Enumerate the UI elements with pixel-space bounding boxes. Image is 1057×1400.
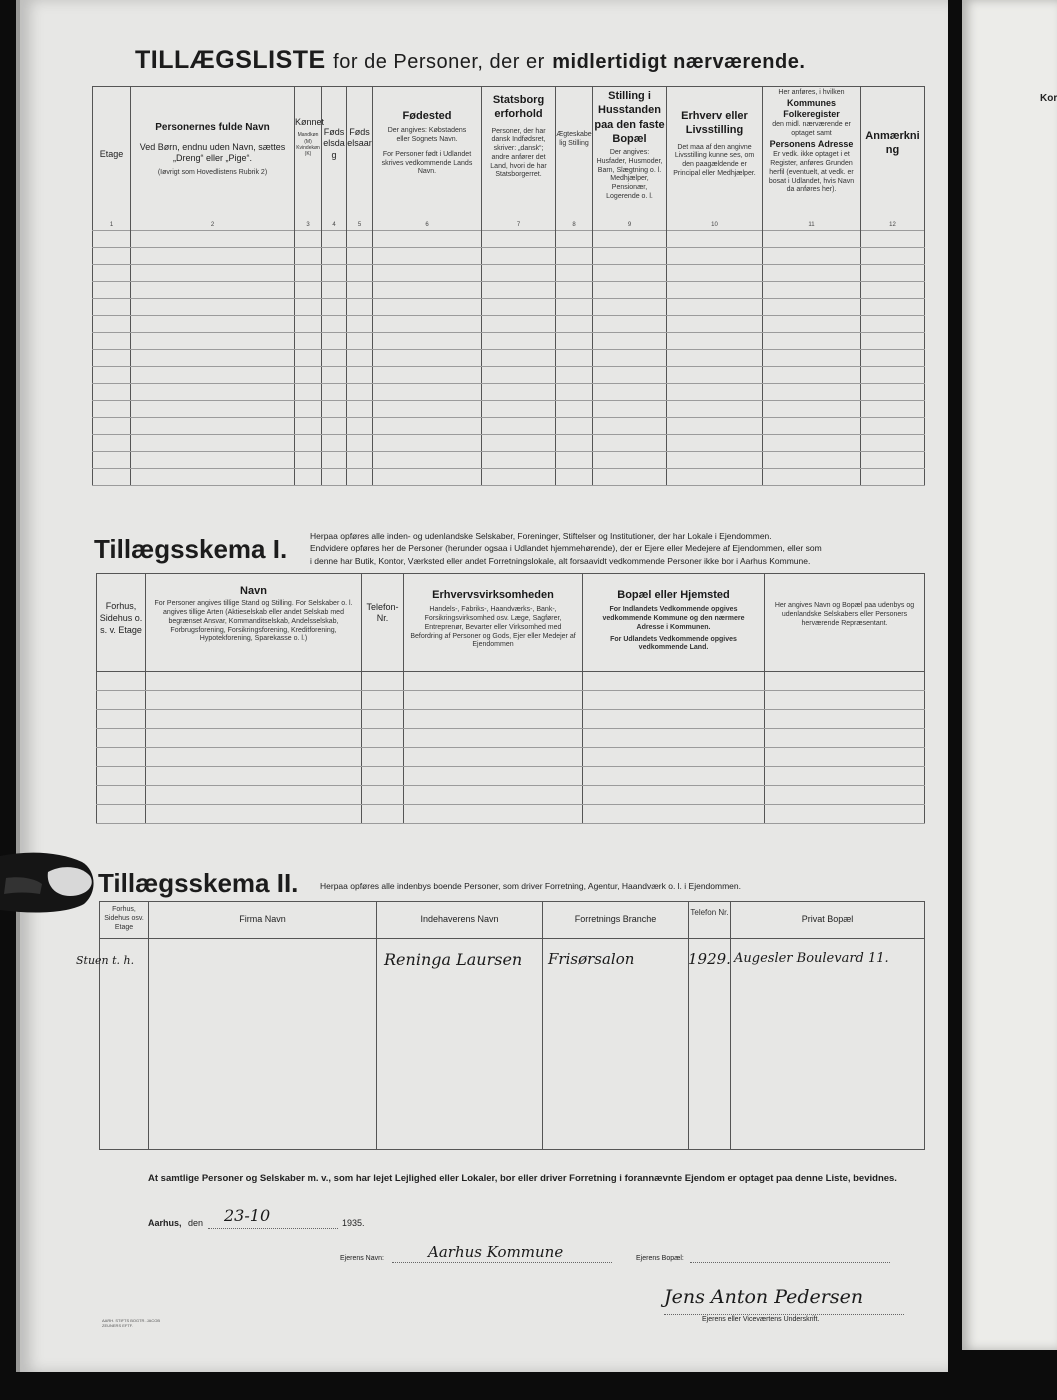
s2-col-phone: Telefon Nr.: [689, 902, 731, 939]
owner-address-line: [690, 1262, 890, 1263]
entry-address: Augesler Boulevard 11.: [734, 951, 889, 966]
owner-name-line: [392, 1262, 612, 1263]
table-row: [97, 786, 925, 805]
schema2-description: Herpaa opføres alle indenbys boende Personer, som driver Forretning, Agentur, Haandværk o. l. i Ejendommen.: [320, 881, 741, 891]
s2-col-firm: Firma Navn: [149, 902, 377, 939]
col-birthday: Fødselsdag 4: [322, 87, 347, 231]
table-row: [93, 231, 925, 248]
entry-phone: 1929.: [688, 950, 731, 968]
thumb-image: [0, 848, 100, 918]
s1-col-residence: Bopæl eller Hjemsted For Indlandets Vedkommende opgives vedkommende Kommune og den nærmere Adresse i Kommunen. For Udlandets Vedkommende opgives vedkommende Land.: [583, 574, 765, 672]
table-row: [93, 316, 925, 333]
signature-line: [664, 1314, 904, 1315]
table-row: [93, 350, 925, 367]
attestation-text: At samtlige Personer og Selskaber m. v., som har lejet Lejlighed eller Lokaler, bor eller driver Forretning i forannævnte Ejendom er optaget paa denne Liste, bevidnes.: [148, 1173, 897, 1184]
col-birthyear: Fødselsaar 5: [347, 87, 373, 231]
table-row: [93, 469, 925, 486]
table-row: [93, 452, 925, 469]
supplementary-list-rows: [92, 230, 925, 486]
s2-col-branch: Forretnings Branche: [543, 902, 689, 939]
table-row: [93, 418, 925, 435]
signature-handwritten: Jens Anton Pedersen: [664, 1286, 864, 1308]
title-normal: for de Personer, der er: [333, 51, 545, 73]
table-row: [93, 248, 925, 265]
table-row: [93, 367, 925, 384]
col-etage: Etage 1: [93, 87, 131, 231]
s1-col-etage: Forhus, Sidehus o. s. v. Etage: [97, 574, 146, 672]
col-gender: Kønnet Mandkøn (M) Kvindekøn (K) 3: [295, 87, 322, 231]
schema1-table: [96, 573, 925, 824]
form-title: [135, 46, 805, 75]
title-bold-2: midlertidigt nærværende.: [552, 51, 806, 73]
adjacent-page: [962, 0, 1057, 1350]
table-row: [93, 282, 925, 299]
table-row: [93, 435, 925, 452]
table-row: [97, 748, 925, 767]
schema2-title: Tillægsskema II.: [98, 868, 299, 898]
date-handwritten: 23-10: [224, 1206, 271, 1225]
table-row: [97, 805, 925, 824]
printer-mark: AARH. STIFTS BOGTR. JACOB ZEUNERS EFTF.: [102, 1318, 161, 1329]
owner-name-handwritten: Aarhus Kommune: [428, 1243, 564, 1261]
owner-address-label: Ejerens Bopæl:: [636, 1255, 684, 1262]
s1-col-name: Navn For Personer angives tillige Stand og Stilling. For Selskaber o. l. angives tillige Arten (Aktieselskab eller andet Selskab med begrænset Ansvar, Kommanditselskab, Andelsselskab, Forbrugsforening, Forsikringsforening, Kreditforening, Hypotekforening, Sparekasse o. l.): [146, 574, 362, 672]
signature-label: Ejerens eller Viceværtens Underskrift.: [702, 1316, 820, 1323]
s2-col-address: Privat Bopæl: [731, 902, 925, 939]
s1-col-representative: Her angives Navn og Bopæl paa udenbys og udenlandske Selskabers eller Personers herværende Repræsentant.: [765, 574, 925, 672]
table-row: [97, 767, 925, 786]
table-row: [93, 299, 925, 316]
col-occupation: Erhverv eller Livsstilling Det maa af den angivne Livsstilling kunne ses, om den paagældende er Principal eller Medhjælper. 10: [667, 87, 763, 231]
year-label: 1935.: [342, 1218, 365, 1228]
entry-etage: Stuen t. h.: [76, 954, 135, 967]
col-household: Stilling i Husstanden paa den faste Bopæl Der angives: Husfader, Husmoder, Barn, Slægtning o. l. Medhjælper, Pensionær, Logerende o. l. 9: [593, 87, 667, 231]
schema1-title: Tillægsskema I.: [94, 534, 288, 564]
adjacent-page-fragment: Kor: [1040, 93, 1057, 104]
entry-owner: Reninga Laursen: [384, 950, 523, 969]
title-bold: TILLÆGSLISTE: [135, 46, 326, 74]
table-row: [93, 401, 925, 418]
col-name: Personernes fulde Navn Ved Børn, endnu uden Navn, sættes „Dreng“ eller „Pige“. (Iøvrigt som Hovedlistens Rubrik 2) 2: [131, 87, 295, 231]
table-row: [97, 691, 925, 710]
col-registry: Her anføres, i hvilken Kommunes Folkeregister den midl. nærværende er optaget samt Personens Adresse Er vedk. ikke optaget i et Register, anføres Grunden herfil (eventuelt, at vedk. er bosat i Udlandet, hvis Navn da anføres her). 11: [763, 87, 861, 231]
table-row: [100, 939, 925, 1150]
s2-col-owner: Indehaverens Navn: [377, 902, 543, 939]
den-label: den: [188, 1218, 204, 1228]
table-row: [97, 710, 925, 729]
table-row: [93, 384, 925, 401]
place-label: Aarhus,: [148, 1218, 182, 1228]
s1-col-business: Erhvervsvirksomheden Handels-, Fabriks-, Haandværks-, Bank-, Forsikringsvirksomhed osv. Læge, Sagfører, Entreprenør, Bevarter eller Virksomhed med Befordring af Personer og Gods, Ejer eller Medejer af Ejendommen: [404, 574, 583, 672]
table-row: [97, 672, 925, 691]
col-citizenship: Statsborgerforhold Personer, der har dansk Indfødsret, skriver: „dansk“; andre anfører det Land, hvori de har Statsborgerret. 7: [482, 87, 556, 231]
date-line: [208, 1228, 338, 1229]
owner-name-label: Ejerens Navn:: [340, 1255, 384, 1262]
table-row: [97, 729, 925, 748]
schema2-table: [99, 901, 925, 1150]
table-row: [93, 265, 925, 282]
col-birthplace: Fødested Der angives: Købstadens eller Sognets Navn. For Personer født i Udlandet skrives vedkommende Lands Navn. 6: [373, 87, 482, 231]
s1-col-phone: Telefon-Nr.: [362, 574, 404, 672]
s2-col-etage: Forhus, Sidehus osv. Etage: [100, 902, 149, 939]
supplementary-list-table: [92, 86, 925, 231]
entry-branch: Frisørsalon: [548, 950, 635, 968]
col-remarks: Anmærkning 12: [861, 87, 925, 231]
schema1-description: Herpaa opføres alle inden- og udenlandske Selskaber, Foreninger, Stiftelser og Institutioner, der har Lokale i Ejendommen. Endvidere opføres her de Personer (herunder ogsaa i Udlandet hjemmehørende), der er Ejere eller Medejere af Ejendommen, eller som i denne har Butik, Kontor, Værksted eller andet Forretningslokale, alt forsaavidt vedkommende Personer ikke bor i Aarhus Kommune.: [310, 531, 822, 566]
col-marital: Ægteskabelig Stilling 8: [556, 87, 593, 231]
table-row: [93, 333, 925, 350]
